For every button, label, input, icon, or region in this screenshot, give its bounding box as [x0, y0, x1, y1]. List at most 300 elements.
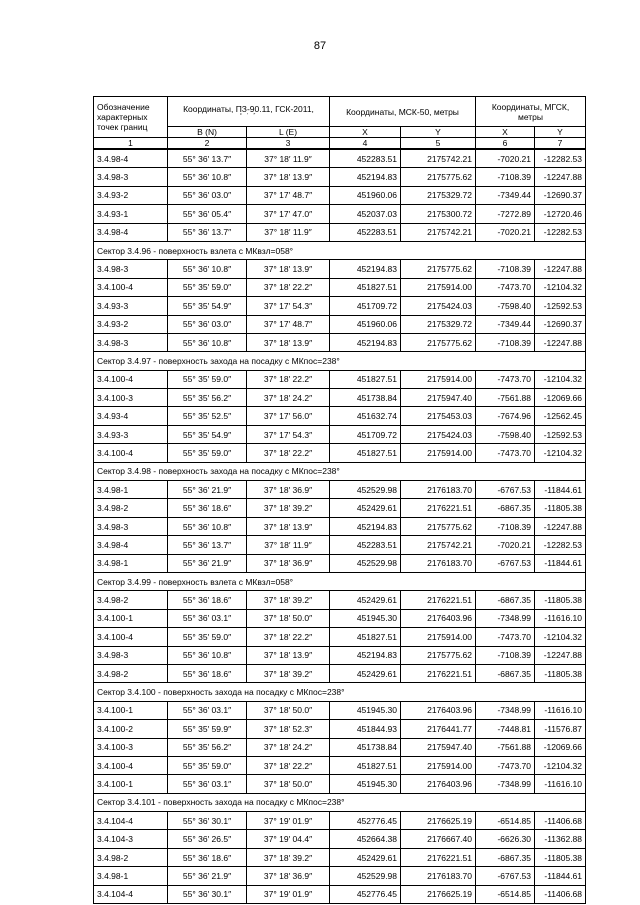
point-name-cell: 3.4.98-4	[94, 223, 168, 241]
header-mgsk-y: Y	[535, 127, 586, 138]
table-row	[94, 315, 586, 333]
msk-y-cell: 2175329.72	[401, 315, 476, 333]
longitude-cell: 37° 19′ 01.9″	[247, 885, 330, 903]
msk-y-cell: 2176221.51	[401, 591, 476, 609]
latitude-cell: 55° 36′ 18.6″	[168, 848, 247, 866]
latitude-cell: 55° 35′ 56.2″	[168, 738, 247, 756]
latitude-cell: 55° 36′ 10.8″	[168, 260, 247, 278]
msk-y-cell: 2175453.03	[401, 407, 476, 425]
longitude-cell: 37° 17′ 47.0″	[247, 205, 330, 223]
msk-y-cell: 2175300.72	[401, 205, 476, 223]
mgsk-x-cell: -6514.85	[476, 812, 535, 830]
msk-y-cell: 2175329.72	[401, 186, 476, 204]
mgsk-y-cell: -12592.53	[535, 425, 586, 443]
table-row	[94, 830, 586, 848]
header-col-number: 5	[401, 138, 476, 150]
mgsk-x-cell: -7349.44	[476, 186, 535, 204]
longitude-cell: 37° 18′ 39.2″	[247, 499, 330, 517]
section-row	[94, 462, 586, 480]
table-row	[94, 149, 586, 168]
table-row	[94, 223, 586, 241]
mgsk-x-cell: -7598.40	[476, 297, 535, 315]
msk-x-cell: 451945.30	[330, 775, 401, 793]
latitude-cell: 55° 36′ 13.7″	[168, 223, 247, 241]
latitude-cell: 55° 36′ 10.8″	[168, 168, 247, 186]
msk-y-cell: 2176183.70	[401, 481, 476, 499]
header-col-number: 2	[168, 138, 247, 150]
header-coords-pz90-units: ° ′ ″	[239, 113, 258, 119]
section-title: Сектор 3.4.98 - поверхность захода на посадку с МКпос=238°	[94, 462, 586, 480]
latitude-cell: 55° 35′ 52.5″	[168, 407, 247, 425]
mgsk-y-cell: -12690.37	[535, 186, 586, 204]
msk-y-cell: 2175775.62	[401, 517, 476, 535]
longitude-cell: 37° 18′ 36.9″	[247, 481, 330, 499]
point-name-cell: 3.4.100-2	[94, 720, 168, 738]
msk-x-cell: 452194.83	[330, 168, 401, 186]
msk-y-cell: 2175424.03	[401, 297, 476, 315]
mgsk-y-cell: -11362.88	[535, 830, 586, 848]
msk-y-cell: 2175914.00	[401, 756, 476, 774]
table-row	[94, 499, 586, 517]
mgsk-y-cell: -12690.37	[535, 315, 586, 333]
mgsk-y-cell: -11805.38	[535, 499, 586, 517]
latitude-cell: 55° 36′ 26.5″	[168, 830, 247, 848]
msk-x-cell: 451738.84	[330, 389, 401, 407]
msk-y-cell: 2175914.00	[401, 278, 476, 296]
mgsk-y-cell: -12282.53	[535, 149, 586, 168]
mgsk-x-cell: -7348.99	[476, 701, 535, 719]
msk-x-cell: 451632.74	[330, 407, 401, 425]
msk-x-cell: 452429.61	[330, 664, 401, 682]
latitude-cell: 55° 36′ 21.9″	[168, 481, 247, 499]
msk-y-cell: 2176221.51	[401, 664, 476, 682]
section-title: Сектор 3.4.100 - поверхность захода на посадку с МКпос=238°	[94, 683, 586, 701]
longitude-cell: 37° 18′ 39.2″	[247, 591, 330, 609]
msk-x-cell: 451827.51	[330, 444, 401, 462]
table-body	[94, 149, 586, 904]
header-b-north: B (N)	[168, 127, 247, 138]
page-number: 87	[313, 40, 327, 52]
header-coords-msk50: Координаты, МСК-50, метры	[330, 97, 476, 127]
msk-y-cell: 2176667.40	[401, 830, 476, 848]
msk-y-cell: 2176625.19	[401, 885, 476, 903]
mgsk-y-cell: -12247.88	[535, 168, 586, 186]
point-name-cell: 3.4.93-1	[94, 205, 168, 223]
mgsk-y-cell: -12104.32	[535, 370, 586, 388]
longitude-cell: 37° 18′ 11.9″	[247, 223, 330, 241]
mgsk-y-cell: -12104.32	[535, 444, 586, 462]
table-row	[94, 848, 586, 866]
msk-x-cell: 451960.06	[330, 315, 401, 333]
table-row	[94, 407, 586, 425]
longitude-cell: 37° 18′ 36.9″	[247, 867, 330, 885]
mgsk-x-cell: -7561.88	[476, 738, 535, 756]
mgsk-y-cell: -11406.68	[535, 812, 586, 830]
mgsk-y-cell: -11616.10	[535, 775, 586, 793]
table-row	[94, 628, 586, 646]
point-name-cell: 3.4.98-1	[94, 554, 168, 572]
msk-y-cell: 2175947.40	[401, 389, 476, 407]
table-row	[94, 646, 586, 664]
mgsk-y-cell: -11805.38	[535, 591, 586, 609]
longitude-cell: 37° 17′ 54.3″	[247, 297, 330, 315]
header-l-east: L (E)	[247, 127, 330, 138]
latitude-cell: 55° 36′ 03.1″	[168, 775, 247, 793]
mgsk-x-cell: -7598.40	[476, 425, 535, 443]
point-name-cell: 3.4.100-4	[94, 278, 168, 296]
mgsk-y-cell: -12069.66	[535, 738, 586, 756]
mgsk-y-cell: -12247.88	[535, 260, 586, 278]
latitude-cell: 55° 35′ 59.9″	[168, 720, 247, 738]
longitude-cell: 37° 18′ 13.9″	[247, 333, 330, 351]
mgsk-x-cell: -7473.70	[476, 444, 535, 462]
msk-x-cell: 451844.93	[330, 720, 401, 738]
latitude-cell: 55° 36′ 30.1″	[168, 812, 247, 830]
table-row	[94, 425, 586, 443]
msk-x-cell: 452776.45	[330, 812, 401, 830]
header-point-designation: Обозначение характерных точек границ	[94, 97, 168, 138]
coordinates-table	[93, 96, 586, 904]
msk-x-cell: 451827.51	[330, 756, 401, 774]
mgsk-y-cell: -11616.10	[535, 701, 586, 719]
mgsk-x-cell: -7020.21	[476, 223, 535, 241]
mgsk-y-cell: -12247.88	[535, 646, 586, 664]
table-row	[94, 297, 586, 315]
table-row	[94, 756, 586, 774]
msk-y-cell: 2175914.00	[401, 444, 476, 462]
longitude-cell: 37° 18′ 24.2″	[247, 738, 330, 756]
mgsk-y-cell: -11844.61	[535, 867, 586, 885]
table-row	[94, 260, 586, 278]
latitude-cell: 55° 35′ 54.9″	[168, 297, 247, 315]
msk-y-cell: 2175775.62	[401, 646, 476, 664]
section-row	[94, 352, 586, 370]
mgsk-x-cell: -7020.21	[476, 149, 535, 168]
msk-y-cell: 2175914.00	[401, 628, 476, 646]
header-coords-pz90	[168, 97, 330, 127]
latitude-cell: 55° 36′ 13.7″	[168, 149, 247, 168]
point-name-cell: 3.4.98-2	[94, 848, 168, 866]
longitude-cell: 37° 18′ 13.9″	[247, 517, 330, 535]
point-name-cell: 3.4.93-3	[94, 425, 168, 443]
latitude-cell: 55° 35′ 59.0″	[168, 628, 247, 646]
table-row	[94, 775, 586, 793]
msk-y-cell: 2175742.21	[401, 223, 476, 241]
point-name-cell: 3.4.98-1	[94, 867, 168, 885]
header-coords-mgsk: Координаты, МГСК, метры	[476, 97, 586, 127]
point-name-cell: 3.4.98-2	[94, 499, 168, 517]
msk-x-cell: 451945.30	[330, 701, 401, 719]
latitude-cell: 55° 35′ 59.0″	[168, 444, 247, 462]
mgsk-x-cell: -6867.35	[476, 499, 535, 517]
latitude-cell: 55° 36′ 03.1″	[168, 701, 247, 719]
msk-y-cell: 2176403.96	[401, 609, 476, 627]
latitude-cell: 55° 35′ 59.0″	[168, 278, 247, 296]
latitude-cell: 55° 35′ 59.0″	[168, 370, 247, 388]
mgsk-x-cell: -7473.70	[476, 370, 535, 388]
mgsk-y-cell: -11616.10	[535, 609, 586, 627]
table-row	[94, 389, 586, 407]
table-row	[94, 609, 586, 627]
msk-x-cell: 452529.98	[330, 481, 401, 499]
section-row	[94, 572, 586, 590]
point-name-cell: 3.4.104-3	[94, 830, 168, 848]
section-title: Сектор 3.4.97 - поверхность захода на посадку с МКпос=238°	[94, 352, 586, 370]
msk-x-cell: 452529.98	[330, 867, 401, 885]
table-row	[94, 554, 586, 572]
msk-x-cell: 451827.51	[330, 370, 401, 388]
msk-x-cell: 451945.30	[330, 609, 401, 627]
table-row	[94, 812, 586, 830]
mgsk-x-cell: -6867.35	[476, 848, 535, 866]
msk-x-cell: 452429.61	[330, 848, 401, 866]
msk-x-cell: 452664.38	[330, 830, 401, 848]
header-col-number: 1	[94, 138, 168, 150]
header-col-number: 6	[476, 138, 535, 150]
table-row	[94, 205, 586, 223]
msk-y-cell: 2175947.40	[401, 738, 476, 756]
mgsk-x-cell: -7108.39	[476, 517, 535, 535]
mgsk-y-cell: -12720.46	[535, 205, 586, 223]
msk-x-cell: 452529.98	[330, 554, 401, 572]
table-row	[94, 536, 586, 554]
msk-x-cell: 452194.83	[330, 517, 401, 535]
mgsk-x-cell: -7020.21	[476, 536, 535, 554]
msk-y-cell: 2176183.70	[401, 554, 476, 572]
section-row	[94, 241, 586, 259]
point-name-cell: 3.4.98-3	[94, 260, 168, 278]
longitude-cell: 37° 17′ 48.7″	[247, 186, 330, 204]
msk-y-cell: 2175742.21	[401, 149, 476, 168]
msk-x-cell: 451709.72	[330, 297, 401, 315]
mgsk-x-cell: -7108.39	[476, 168, 535, 186]
msk-y-cell: 2176403.96	[401, 701, 476, 719]
longitude-cell: 37° 18′ 13.9″	[247, 168, 330, 186]
mgsk-x-cell: -6626.30	[476, 830, 535, 848]
mgsk-x-cell: -7473.70	[476, 756, 535, 774]
point-name-cell: 3.4.100-4	[94, 756, 168, 774]
latitude-cell: 55° 36′ 05.4″	[168, 205, 247, 223]
section-title: Сектор 3.4.99 - поверхность взлета с МКвзл=058°	[94, 572, 586, 590]
point-name-cell: 3.4.98-3	[94, 646, 168, 664]
mgsk-y-cell: -12562.45	[535, 407, 586, 425]
msk-y-cell: 2176441.77	[401, 720, 476, 738]
point-name-cell: 3.4.104-4	[94, 885, 168, 903]
longitude-cell: 37° 17′ 48.7″	[247, 315, 330, 333]
section-row	[94, 683, 586, 701]
section-title: Сектор 3.4.96 - поверхность взлета с МКвзл=058°	[94, 241, 586, 259]
table-row	[94, 664, 586, 682]
mgsk-y-cell: -12104.32	[535, 756, 586, 774]
msk-y-cell: 2176625.19	[401, 812, 476, 830]
point-name-cell: 3.4.93-2	[94, 186, 168, 204]
table-row	[94, 333, 586, 351]
msk-y-cell: 2176403.96	[401, 775, 476, 793]
mgsk-x-cell: -7561.88	[476, 389, 535, 407]
mgsk-y-cell: -11844.61	[535, 554, 586, 572]
mgsk-y-cell: -12104.32	[535, 278, 586, 296]
mgsk-x-cell: -6514.85	[476, 885, 535, 903]
mgsk-y-cell: -11805.38	[535, 664, 586, 682]
point-name-cell: 3.4.100-4	[94, 444, 168, 462]
mgsk-x-cell: -6867.35	[476, 664, 535, 682]
latitude-cell: 55° 36′ 03.0″	[168, 315, 247, 333]
latitude-cell: 55° 36′ 21.9″	[168, 867, 247, 885]
mgsk-y-cell: -12247.88	[535, 333, 586, 351]
msk-x-cell: 452194.83	[330, 333, 401, 351]
msk-y-cell: 2175775.62	[401, 333, 476, 351]
longitude-cell: 37° 18′ 22.2″	[247, 278, 330, 296]
longitude-cell: 37° 18′ 13.9″	[247, 260, 330, 278]
point-name-cell: 3.4.98-3	[94, 333, 168, 351]
longitude-cell: 37° 18′ 24.2″	[247, 389, 330, 407]
section-title: Сектор 3.4.101 - поверхность захода на посадку с МКпос=238°	[94, 793, 586, 811]
latitude-cell: 55° 36′ 10.8″	[168, 333, 247, 351]
mgsk-y-cell: -12069.66	[535, 389, 586, 407]
point-name-cell: 3.4.98-2	[94, 591, 168, 609]
latitude-cell: 55° 36′ 03.1″	[168, 609, 247, 627]
latitude-cell: 55° 35′ 59.0″	[168, 756, 247, 774]
table-row	[94, 278, 586, 296]
table-row	[94, 481, 586, 499]
header-msk-y: Y	[401, 127, 476, 138]
msk-x-cell: 451827.51	[330, 628, 401, 646]
msk-x-cell: 452037.03	[330, 205, 401, 223]
mgsk-x-cell: -6767.53	[476, 554, 535, 572]
mgsk-x-cell: -7108.39	[476, 646, 535, 664]
latitude-cell: 55° 36′ 10.8″	[168, 517, 247, 535]
mgsk-y-cell: -11844.61	[535, 481, 586, 499]
mgsk-x-cell: -6767.53	[476, 867, 535, 885]
table-row	[94, 370, 586, 388]
mgsk-x-cell: -7349.44	[476, 315, 535, 333]
mgsk-x-cell: -6767.53	[476, 481, 535, 499]
latitude-cell: 55° 36′ 30.1″	[168, 885, 247, 903]
table-row	[94, 720, 586, 738]
msk-y-cell: 2175914.00	[401, 370, 476, 388]
mgsk-y-cell: -11805.38	[535, 848, 586, 866]
mgsk-x-cell: -7272.89	[476, 205, 535, 223]
mgsk-y-cell: -12592.53	[535, 297, 586, 315]
msk-x-cell: 452429.61	[330, 591, 401, 609]
msk-x-cell: 452776.45	[330, 885, 401, 903]
msk-y-cell: 2175775.62	[401, 260, 476, 278]
header-col-number: 3	[247, 138, 330, 150]
latitude-cell: 55° 36′ 13.7″	[168, 536, 247, 554]
point-name-cell: 3.4.98-3	[94, 168, 168, 186]
msk-y-cell: 2176221.51	[401, 499, 476, 517]
msk-x-cell: 451960.06	[330, 186, 401, 204]
msk-x-cell: 452194.83	[330, 260, 401, 278]
msk-x-cell: 452429.61	[330, 499, 401, 517]
longitude-cell: 37° 18′ 36.9″	[247, 554, 330, 572]
latitude-cell: 55° 36′ 18.6″	[168, 591, 247, 609]
point-name-cell: 3.4.100-1	[94, 609, 168, 627]
longitude-cell: 37° 18′ 50.0″	[247, 701, 330, 719]
table-header	[94, 97, 586, 150]
longitude-cell: 37° 18′ 11.9″	[247, 149, 330, 168]
mgsk-x-cell: -7348.99	[476, 775, 535, 793]
msk-x-cell: 451738.84	[330, 738, 401, 756]
table-row	[94, 186, 586, 204]
latitude-cell: 55° 36′ 18.6″	[168, 664, 247, 682]
table-row	[94, 517, 586, 535]
longitude-cell: 37° 18′ 39.2″	[247, 664, 330, 682]
table-row	[94, 168, 586, 186]
longitude-cell: 37° 18′ 22.2″	[247, 628, 330, 646]
table-row	[94, 867, 586, 885]
msk-y-cell: 2175742.21	[401, 536, 476, 554]
table-row	[94, 701, 586, 719]
longitude-cell: 37° 18′ 11.9″	[247, 536, 330, 554]
header-mgsk-x: X	[476, 127, 535, 138]
point-name-cell: 3.4.100-3	[94, 389, 168, 407]
point-name-cell: 3.4.93-3	[94, 297, 168, 315]
table-row	[94, 885, 586, 903]
point-name-cell: 3.4.98-2	[94, 664, 168, 682]
longitude-cell: 37° 18′ 50.0″	[247, 609, 330, 627]
msk-x-cell: 452283.51	[330, 149, 401, 168]
point-name-cell: 3.4.100-1	[94, 775, 168, 793]
longitude-cell: 37° 18′ 22.2″	[247, 370, 330, 388]
mgsk-x-cell: -7674.96	[476, 407, 535, 425]
header-col-number: 7	[535, 138, 586, 150]
mgsk-y-cell: -12282.53	[535, 536, 586, 554]
table-row	[94, 738, 586, 756]
msk-x-cell: 451827.51	[330, 278, 401, 296]
longitude-cell: 37° 17′ 56.0″	[247, 407, 330, 425]
mgsk-y-cell: -12282.53	[535, 223, 586, 241]
latitude-cell: 55° 35′ 56.2″	[168, 389, 247, 407]
table-row	[94, 591, 586, 609]
point-name-cell: 3.4.100-4	[94, 628, 168, 646]
point-name-cell: 3.4.98-3	[94, 517, 168, 535]
longitude-cell: 37° 19′ 01.9″	[247, 812, 330, 830]
point-name-cell: 3.4.100-1	[94, 701, 168, 719]
mgsk-x-cell: -7108.39	[476, 260, 535, 278]
mgsk-x-cell: -7348.99	[476, 609, 535, 627]
latitude-cell: 55° 35′ 54.9″	[168, 425, 247, 443]
point-name-cell: 3.4.100-3	[94, 738, 168, 756]
msk-y-cell: 2176221.51	[401, 848, 476, 866]
point-name-cell: 3.4.98-4	[94, 149, 168, 168]
msk-x-cell: 451709.72	[330, 425, 401, 443]
point-name-cell: 3.4.100-4	[94, 370, 168, 388]
msk-y-cell: 2175424.03	[401, 425, 476, 443]
table-row	[94, 444, 586, 462]
mgsk-x-cell: -7108.39	[476, 333, 535, 351]
latitude-cell: 55° 36′ 03.0″	[168, 186, 247, 204]
section-row	[94, 793, 586, 811]
latitude-cell: 55° 36′ 10.8″	[168, 646, 247, 664]
longitude-cell: 37° 19′ 04.4″	[247, 830, 330, 848]
latitude-cell: 55° 36′ 21.9″	[168, 554, 247, 572]
mgsk-x-cell: -7448.81	[476, 720, 535, 738]
mgsk-y-cell: -11576.87	[535, 720, 586, 738]
point-name-cell: 3.4.93-2	[94, 315, 168, 333]
header-coords-pz90-title: Координаты, ПЗ-90.11, ГСК-2011,	[183, 104, 314, 114]
msk-y-cell: 2176183.70	[401, 867, 476, 885]
mgsk-y-cell: -12104.32	[535, 628, 586, 646]
mgsk-x-cell: -6867.35	[476, 591, 535, 609]
longitude-cell: 37° 18′ 52.3″	[247, 720, 330, 738]
mgsk-x-cell: -7473.70	[476, 278, 535, 296]
msk-x-cell: 452283.51	[330, 223, 401, 241]
longitude-cell: 37° 18′ 13.9″	[247, 646, 330, 664]
header-msk-x: X	[330, 127, 401, 138]
msk-x-cell: 452194.83	[330, 646, 401, 664]
mgsk-y-cell: -12247.88	[535, 517, 586, 535]
